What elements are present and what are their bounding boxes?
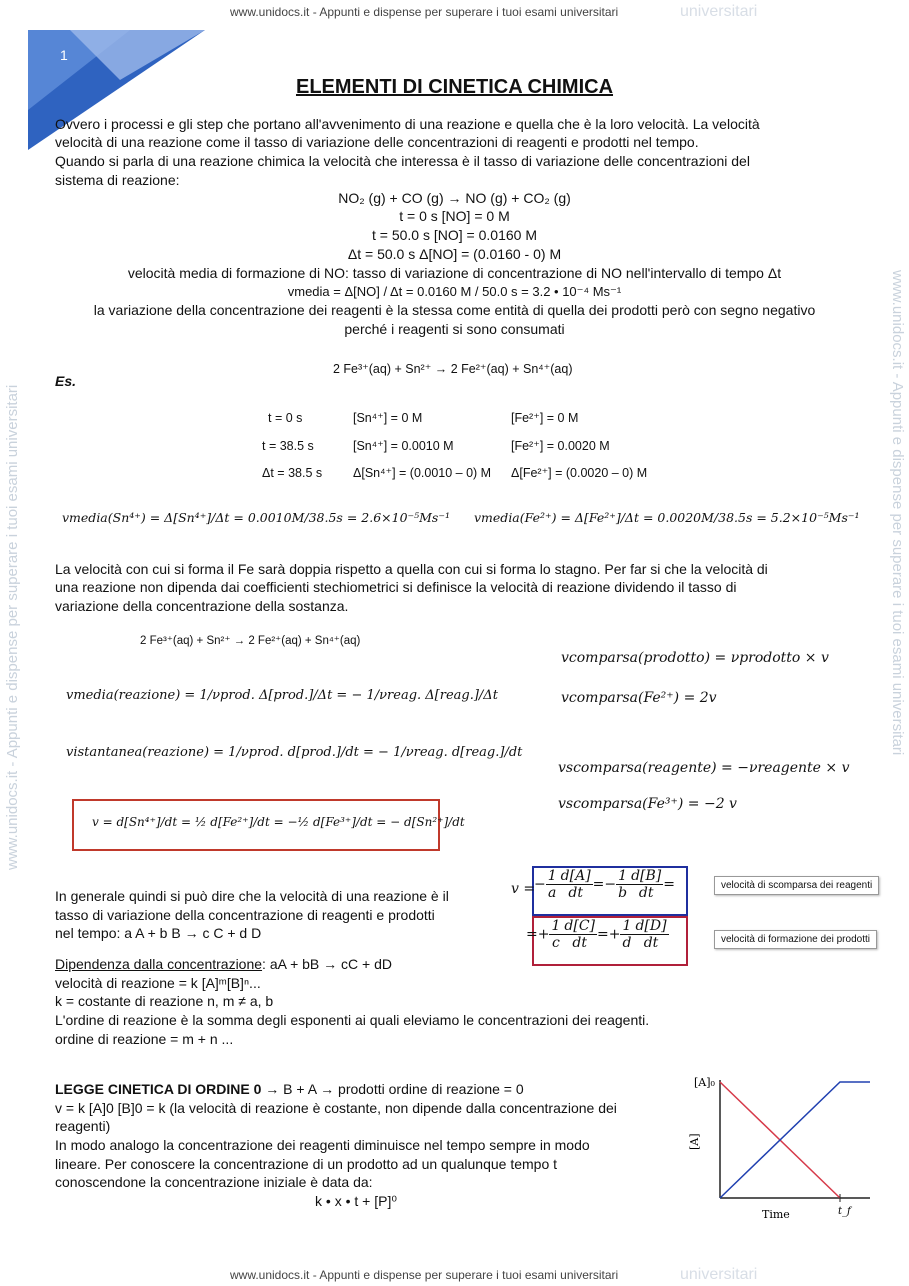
- formula-r1: vcomparsa(prodotto) = νprodotto × v: [561, 650, 829, 666]
- label-scomparsa: velocità di scomparsa dei reagenti: [714, 876, 879, 895]
- label-formazione: velocità di formazione dei prodotti: [714, 930, 877, 949]
- reaction-2: 2 Fe³⁺(aq) + Sn²⁺ → 2 Fe²⁺(aq) + Sn⁴⁺(aq): [140, 635, 361, 647]
- ordine0-head: [55, 1080, 524, 1098]
- ordine0-5: conoscendone la concentrazione iniziale è data da:: [55, 1174, 373, 1190]
- graph-ylabel: [A]: [688, 1133, 701, 1150]
- graph-product-line: [720, 1082, 870, 1198]
- formula-vistantanea: vistantanea(reazione) = 1/νprod. d[prod.]/dt = − 1/νreag. d[reag.]/dt: [66, 745, 523, 760]
- zero-order-graph: [680, 1070, 880, 1230]
- no-line-2: t = 50.0 s [NO] = 0.0160 M: [372, 227, 537, 243]
- general-1: In generale quindi si può dire che la velocità di una reazione è il: [55, 888, 449, 904]
- es-row1-c2: [Sn⁴⁺] = 0 M: [353, 411, 423, 425]
- formula-vmedia: vmedia(reazione) = 1/νprod. Δ[prod.]/Δt = − 1/νreag. Δ[reag.]/Δt: [66, 688, 498, 703]
- formula-v-sn: vmedia(Sn⁴⁺) = Δ[Sn⁴⁺]/Δt = 0.0010M/38.5s = 2.6×10⁻⁵Ms⁻¹: [62, 510, 450, 525]
- graph-xlabel: Time: [762, 1208, 790, 1221]
- rate-v-prefix: v =: [511, 881, 536, 897]
- page-title: ELEMENTI DI CINETICA CHIMICA: [295, 76, 614, 98]
- rate-expr-products: =+ $\frac{1}{c}$ $\frac{d[C]}{dt}$ =+ $\frac{1}{d}$ $\frac{d[D]}{dt}$: [526, 918, 667, 951]
- es-reaction: 2 Fe³⁺(aq) + Sn²⁺ → 2 Fe²⁺(aq) + Sn⁴⁺(aq): [333, 362, 573, 376]
- es-row2-c3: [Fe²⁺] = 0.0020 M: [511, 439, 610, 453]
- page-number: 1: [60, 47, 68, 63]
- watermark-right: www.unidocs.it - Appunti e dispense per superare i tuoi esami universitari: [889, 270, 906, 756]
- graph-tf-label: t_f: [838, 1206, 851, 1217]
- intro-line-2: velocità di una reazione come il tasso di variazione delle concentrazioni di reagenti e prodotti nel tempo.: [55, 134, 699, 150]
- es-row3-c2: Δ[Sn⁴⁺] = (0.0010 – 0) M: [353, 466, 492, 480]
- ordine0-3: In modo analogo la concentrazione dei reagenti diminuisce nel tempo sempre in modo: [55, 1137, 590, 1153]
- dipendenza-reaction: : aA + bB → cC + dD: [262, 956, 392, 972]
- dipendenza-1: velocità di reazione = k [A]ᵐ[B]ⁿ...: [55, 975, 261, 991]
- no-line-6: la variazione della concentrazione dei reagenti è la stessa come entità di quella dei prodotti però con segno negativo: [93, 302, 816, 318]
- para-fe-3: variazione della concentrazione della sostanza.: [55, 598, 349, 614]
- formula-v-fe: vmedia(Fe²⁺) = Δ[Fe²⁺]/Δt = 0.0020M/38.5s = 5.2×10⁻⁵Ms⁻¹: [474, 510, 860, 525]
- es-row2-c2: [Sn⁴⁺] = 0.0010 M: [353, 439, 454, 453]
- dipendenza-2: k = costante di reazione n, m ≠ a, b: [55, 993, 274, 1009]
- es-label: Es.: [55, 373, 77, 389]
- general-3: nel tempo: a A + b B → c C + d D: [55, 925, 262, 941]
- ordine0-title: LEGGE CINETICA DI ORDINE 0: [55, 1081, 262, 1097]
- intro-line-4: sistema di reazione:: [55, 172, 180, 188]
- dipendenza-title: Dipendenza dalla concentrazione: [55, 956, 263, 972]
- watermark-left: www.unidocs.it - Appunti e dispense per superare i tuoi esami universitari: [4, 384, 21, 870]
- no-reaction: NO₂ (g) + CO (g) → NO (g) + CO₂ (g): [338, 190, 571, 206]
- watermark-ghost-bottom: universitari: [680, 1266, 758, 1283]
- no-line-1: t = 0 s [NO] = 0 M: [399, 208, 510, 224]
- es-row3-c3: Δ[Fe²⁺] = (0.0020 – 0) M: [511, 466, 648, 480]
- no-line-7: perché i reagenti si sono consumati: [344, 321, 565, 337]
- dipendenza-head: [55, 955, 392, 973]
- intro-line-3: Quando si parla di una reazione chimica la velocità che interessa è il tasso di variazione delle concentrazioni del: [55, 153, 750, 169]
- para-fe-2: una reazione non dipenda dai coefficienti stechiometrici si definisce la velocità di reazione dividendo il tasso di: [55, 579, 737, 595]
- formula-r3: vscomparsa(reagente) = −νreagente × v: [558, 760, 850, 776]
- dipendenza-3: L'ordine di reazione è la somma degli esponenti ai quali eleviamo le concentrazioni dei reagenti.: [55, 1012, 650, 1028]
- boxed-rate-text: v = d[Sn⁴⁺]/dt = ½ d[Fe²⁺]/dt = −½ d[Fe³⁺]/dt = − d[Sn²⁺]/dt: [92, 815, 465, 829]
- dipendenza-4: ordine di reazione = m + n ...: [55, 1031, 234, 1047]
- watermark-ghost-top: universitari: [680, 3, 758, 20]
- es-row2-c1: t = 38.5 s: [262, 439, 314, 453]
- ordine0-6: k • x • t + [P]⁰: [315, 1193, 397, 1209]
- graph-y0label: [A]₀: [694, 1076, 715, 1089]
- no-line-4: velocità media di formazione di NO: tasso di variazione di concentrazione di NO nell'intervallo di tempo Δt: [127, 265, 782, 281]
- es-row1-c1: t = 0 s: [268, 411, 303, 425]
- ordine0-4: lineare. Per conoscere la concentrazione di un prodotto ad un qualunque tempo t: [55, 1156, 558, 1172]
- no-line-5: vmedia = Δ[NO] / Δt = 0.0160 M / 50.0 s = 3.2 • 10⁻⁴ Ms⁻¹: [287, 284, 622, 299]
- no-line-3: Δt = 50.0 s Δ[NO] = (0.0160 - 0) M: [347, 246, 562, 262]
- watermark-top: www.unidocs.it - Appunti e dispense per superare i tuoi esami universitari: [230, 5, 619, 19]
- formula-r4: vscomparsa(Fe³⁺) = −2 v: [558, 796, 737, 812]
- ordine0-reaction: → B + A → prodotti ordine di reazione = 0: [261, 1081, 524, 1097]
- es-row1-c3: [Fe²⁺] = 0 M: [511, 411, 579, 425]
- para-fe-1: La velocità con cui si forma il Fe sarà doppia rispetto a quella con cui si forma lo stagno. Per far si che la velocità di: [55, 561, 768, 577]
- es-row3-c1: Δt = 38.5 s: [262, 466, 323, 480]
- ordine0-1: v = k [A]0 [B]0 = k (la velocità di reazione è costante, non dipende dalla concentrazione dei: [55, 1100, 617, 1116]
- rate-expr-reagents: − $\frac{1}{a}$ $\frac{d[A]}{dt}$ =− $\frac{1}{b}$ $\frac{d[B]}{dt}$ =: [534, 868, 676, 901]
- formula-r2: vcomparsa(Fe²⁺) = 2v: [561, 690, 717, 706]
- ordine0-2: reagenti): [55, 1118, 111, 1134]
- intro-line-1: Ovvero i processi e gli step che portano all'avvenimento di una reazione e quella che è la loro velocità. La velocità: [55, 116, 760, 132]
- watermark-bottom: www.unidocs.it - Appunti e dispense per superare i tuoi esami universitari: [230, 1268, 619, 1282]
- general-2: tasso di variazione della concentrazione di reagenti e prodotti: [55, 907, 435, 923]
